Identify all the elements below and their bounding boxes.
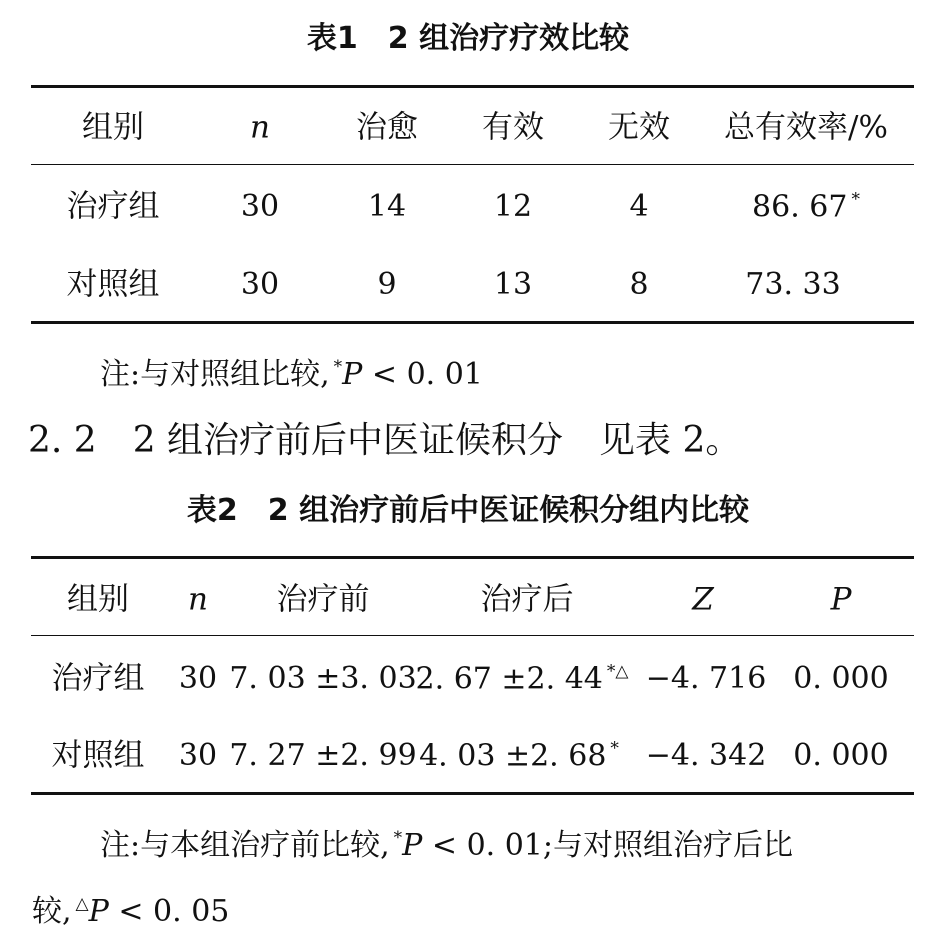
table2-row1-before: 7. 03 ±3. 03 [229, 661, 417, 696]
table1-header-effective: 有效 [482, 109, 544, 146]
table2-bottom-rule [31, 792, 914, 795]
table1-header-n: n [250, 109, 270, 146]
table1-row2-group: 对照组 [66, 266, 160, 303]
table2-row1-after: 2. 67 ±2. 44 *△ [415, 661, 629, 697]
table1-row1-group: 治疗组 [66, 188, 160, 225]
table1-top-rule [31, 85, 914, 88]
significance-mark: * [610, 738, 619, 759]
table2-header-rule [31, 635, 914, 636]
table1-bottom-rule [31, 321, 914, 324]
table1-header-group: 组别 [82, 109, 144, 146]
significance-mark: * [851, 189, 860, 210]
table2-header-after: 治疗后 [480, 581, 574, 618]
table2-caption: 表2 2 组治疗前后中医证候积分组内比较 [186, 493, 750, 528]
table1-caption: 表1 2 组治疗疗效比较 [306, 21, 630, 56]
table2-row2-z: −4. 342 [645, 738, 767, 773]
table2-row2-n: 30 [178, 738, 218, 773]
table1-header-total-rate: 总有效率/% [724, 109, 888, 146]
table1-row1-cured: 14 [367, 189, 407, 224]
table1-row1-effective: 12 [493, 189, 533, 224]
table2-header-p: P [830, 581, 852, 618]
table1-row1-total-rate: 86. 67 * [752, 189, 860, 225]
table1-note: 注:与对照组比较, *P < 0. 01 [100, 357, 483, 392]
table2-top-rule [31, 556, 914, 559]
table2-note-line1: 注:与本组治疗前比较, *P < 0. 01;与对照组治疗后比 [100, 828, 794, 863]
significance-mark: *△ [606, 661, 629, 682]
table2-row2-p: 0. 000 [793, 738, 889, 773]
table2-row2-group: 对照组 [51, 737, 145, 774]
table1-header-ineffective: 无效 [608, 109, 670, 146]
table1-header-cured: 治愈 [356, 109, 418, 146]
section-heading: 2. 2 2 组治疗前后中医证候积分 见表 2。 [28, 420, 742, 461]
table2-row2-before: 7. 27 ±2. 99 [229, 738, 417, 773]
table1-row1-ineffective: 4 [629, 189, 649, 224]
table2-row1-group: 治疗组 [51, 660, 145, 697]
table2-note-line2: 较, △P < 0. 05 [32, 894, 230, 929]
table2-header-before: 治疗前 [276, 581, 370, 618]
table2-row1-p: 0. 000 [793, 661, 889, 696]
table2-row2-after: 4. 03 ±2. 68 * [419, 738, 619, 774]
table1-row2-effective: 13 [493, 267, 533, 302]
table1-row1-n: 30 [240, 189, 280, 224]
table1-row2-total-rate: 73. 33 [745, 267, 841, 302]
table1-row2-ineffective: 8 [629, 267, 649, 302]
table2-row1-z: −4. 716 [645, 661, 767, 696]
table1-row2-n: 30 [240, 267, 280, 302]
table1-row2-cured: 9 [377, 267, 397, 302]
table2-header-z: Z [692, 581, 714, 618]
table2-row1-n: 30 [178, 661, 218, 696]
table2-header-group: 组别 [67, 581, 129, 618]
table2-header-n: n [188, 581, 208, 618]
table1-header-rule [31, 164, 914, 165]
